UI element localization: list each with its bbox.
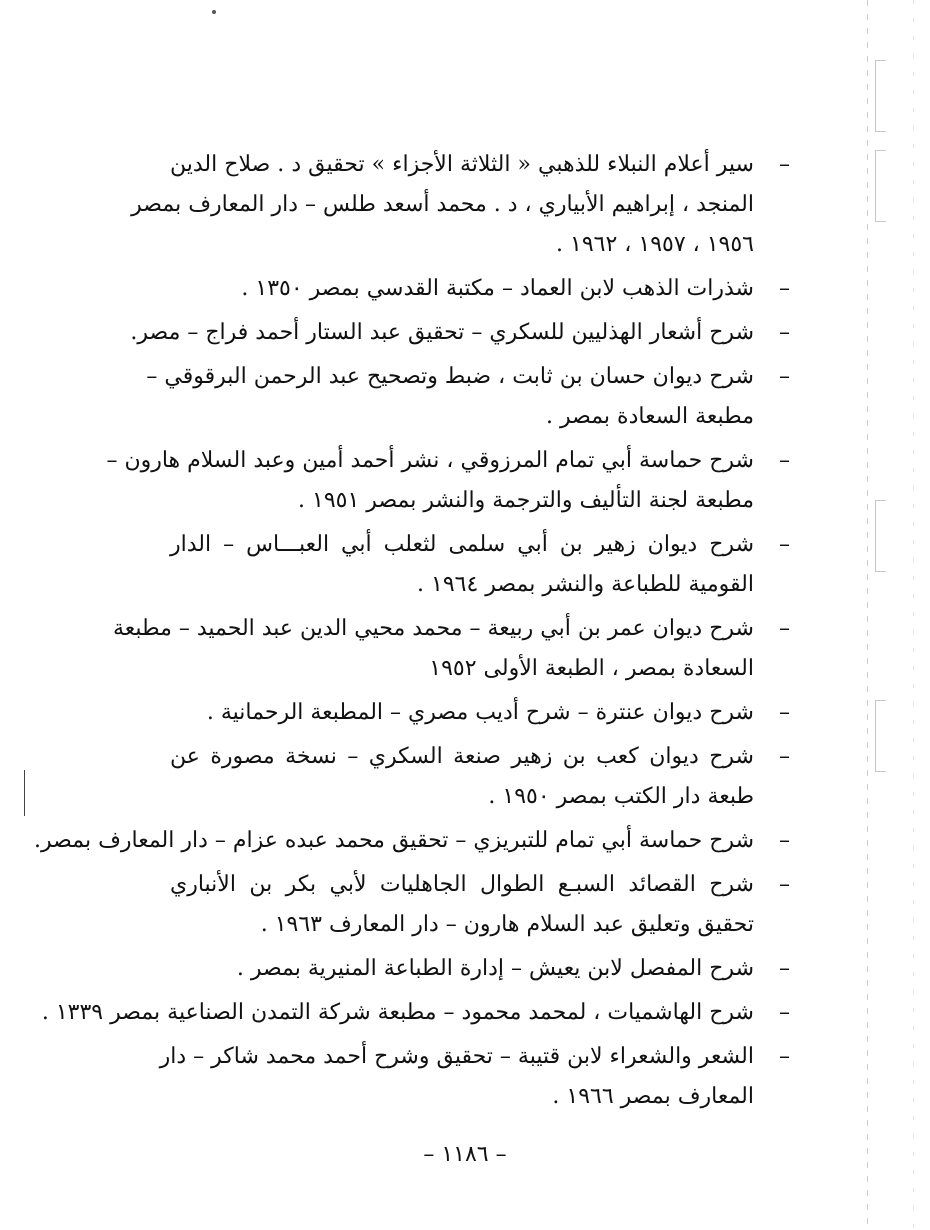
entry-bullet: – bbox=[779, 276, 790, 301]
entry-line: مطبعة لجنة التأليف والترجمة والنشر بمصر ١٩٥١ . bbox=[298, 488, 754, 513]
entry-line: مطبعة السعادة بمصر . bbox=[546, 404, 754, 429]
entry-line: شرح القصائد السبـع الطوال الجاهليات لأبي بكر بن الأنباري bbox=[170, 872, 754, 897]
entry-bullet: – bbox=[779, 1044, 790, 1069]
entry-line: شرح المفصل لابن يعيش – إدارة الطباعة المنيرية بمصر . bbox=[236, 956, 754, 981]
entry-line: شرح حماسة أبي تمام للتبريزي – تحقيق محمد عبده عزام – دار المعارف بمصر. bbox=[34, 828, 754, 853]
entry-bullet: – bbox=[779, 828, 790, 853]
entry-line: القومية للطباعة والنشر بمصر ١٩٦٤ . bbox=[417, 572, 754, 597]
entry-bullet: – bbox=[779, 364, 790, 389]
entry-line: شرح ديوان زهير بن أبي سلمى لثعلب أبي العبـــاس – الدار bbox=[170, 532, 754, 557]
scan-bracket-mark bbox=[875, 700, 886, 772]
entry-line: المعارف بمصر ١٩٦٦ . bbox=[552, 1084, 754, 1109]
scan-margin-mark bbox=[24, 770, 25, 816]
bibliography-entry bbox=[34, 821, 790, 861]
entry-line: شرح ديوان حسان بن ثابت ، ضبط وتصحيح عبد الرحمن البرقوقي – bbox=[146, 364, 754, 389]
entry-line: شرح الهاشميات ، لمحمد محمود – مطبعة شركة التمدن الصناعية بمصر ١٣٣٩ . bbox=[41, 1000, 754, 1025]
entry-bullet: – bbox=[779, 700, 790, 725]
bibliography-entry bbox=[146, 357, 790, 437]
bibliography-entry bbox=[131, 145, 790, 265]
entry-line: شرح حماسة أبي تمام المرزوقي ، نشر أحمد أمين وعبد السلام هارون – bbox=[106, 448, 754, 473]
bibliography-entry bbox=[170, 949, 790, 989]
page-number: – ١١٨٦ – bbox=[423, 1142, 507, 1167]
entry-bullet: – bbox=[779, 872, 790, 897]
bibliography-entry bbox=[170, 865, 790, 945]
entry-line: المنجد ، إبراهيم الأبياري ، د . محمد أسعد طلس – دار المعارف بمصر bbox=[131, 192, 754, 217]
scan-speck bbox=[212, 10, 216, 14]
entry-line: تحقيق وتعليق عبد السلام هارون – دار المعارف ١٩٦٣ . bbox=[260, 912, 754, 937]
entry-line: طبعة دار الكتب بمصر ١٩٥٠ . bbox=[488, 784, 754, 809]
entry-line: شرح ديوان عنترة – شرح أديب مصري – المطبعة الرحمانية . bbox=[206, 700, 754, 725]
entry-bullet: – bbox=[779, 320, 790, 345]
bibliography-entry bbox=[170, 737, 790, 817]
scan-bracket-mark bbox=[875, 150, 886, 222]
bibliography-entry bbox=[159, 1037, 790, 1117]
entry-line: شرح ديوان كعب بن زهير صنعة السكري – نسخة مصورة عن bbox=[170, 744, 754, 769]
entry-bullet: – bbox=[779, 616, 790, 641]
entry-bullet: – bbox=[779, 1000, 790, 1025]
scan-bracket-mark bbox=[875, 60, 886, 132]
entry-line: شرح ديوان عمر بن أبي ربيعة – محمد محيي الدين عبد الحميد – مطبعة bbox=[112, 616, 754, 641]
bibliography-entry bbox=[41, 993, 790, 1033]
entry-line: السعادة بمصر ، الطبعة الأولى ١٩٥٢ bbox=[429, 656, 754, 681]
entry-line: شذرات الذهب لابن العماد – مكتبة القدسي بمصر ١٣٥٠ . bbox=[241, 276, 754, 301]
entry-line: ١٩٥٦ ، ١٩٥٧ ، ١٩٦٢ . bbox=[556, 232, 754, 257]
bibliography-entry bbox=[170, 693, 790, 733]
entry-bullet: – bbox=[779, 956, 790, 981]
bibliography-entry bbox=[170, 269, 790, 309]
entry-bullet: – bbox=[779, 532, 790, 557]
bibliography-list bbox=[34, 145, 790, 1121]
entry-bullet: – bbox=[779, 152, 790, 177]
bibliography-entry bbox=[170, 525, 790, 605]
entry-line: شرح أشعار الهذليين للسكري – تحقيق عبد الستار أحمد فراج – مصر. bbox=[130, 320, 754, 345]
bibliography-entry bbox=[112, 609, 790, 689]
entry-bullet: – bbox=[779, 744, 790, 769]
bibliography-entry bbox=[106, 441, 790, 521]
scan-bracket-mark bbox=[875, 500, 886, 572]
scan-edge-line-outer bbox=[913, 0, 914, 1230]
entry-line: الشعر والشعراء لابن قتيبة – تحقيق وشرح أحمد محمد شاكر – دار bbox=[159, 1044, 754, 1069]
entry-bullet: – bbox=[779, 448, 790, 473]
entry-line: سير أعلام النبلاء للذهبي « الثلاثة الأجزاء » تحقيق د . صلاح الدين bbox=[170, 152, 754, 177]
bibliography-entry bbox=[130, 313, 790, 353]
scan-edge-line bbox=[867, 0, 868, 1230]
